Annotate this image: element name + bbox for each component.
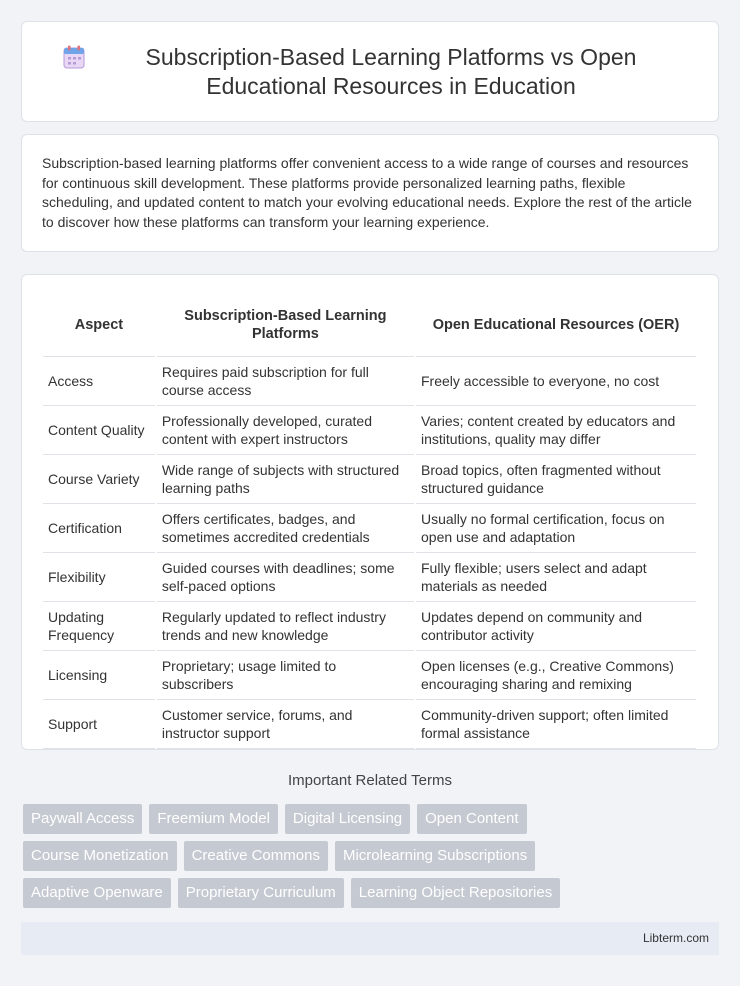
table-row [43,553,696,602]
page-title: Subscription-Based Learning Platforms vs Open Educational Resources in Education [145,43,637,99]
row-subscription: Guided courses with deadlines; some self-paced options [157,553,414,602]
row-subscription: Proprietary; usage limited to subscribers [157,651,414,700]
row-subscription: Regularly updated to reflect industry trends and new knowledge [157,602,414,651]
tag-freemium-model[interactable]: Freemium Model [149,804,278,834]
related-terms-list [23,804,723,915]
table-header-row [43,295,696,357]
table-row [43,357,696,406]
table-row [43,406,696,455]
tag-digital-licensing[interactable]: Digital Licensing [285,804,410,834]
row-aspect: Content Quality [43,406,155,455]
row-aspect: Support [43,700,155,749]
related-terms-heading: Important Related Terms [288,772,452,789]
row-aspect: Access [43,357,155,406]
row-aspect: Updating Frequency [43,602,155,651]
tag-course-monetization[interactable]: Course Monetization [23,841,177,871]
row-subscription: Customer service, forums, and instructor support [157,700,414,749]
row-oer: Open licenses (e.g., Creative Commons) encouraging sharing and remixing [416,651,696,700]
tag-learning-object-repositories[interactable]: Learning Object Repositories [351,878,560,908]
row-aspect: Certification [43,504,155,553]
tag-row [23,804,723,834]
tag-proprietary-curriculum[interactable]: Proprietary Curriculum [178,878,344,908]
calendar-icon [62,44,86,70]
header-oer: Open Educational Resources (OER) [416,295,696,357]
row-oer: Community-driven support; often limited formal assistance [416,700,696,749]
comparison-card [21,274,719,750]
tag-microlearning-subscriptions[interactable]: Microlearning Subscriptions [335,841,535,871]
tag-creative-commons[interactable]: Creative Commons [184,841,328,871]
table-row [43,455,696,504]
row-subscription: Professionally developed, curated content with expert instructors [157,406,414,455]
tag-row [23,841,723,871]
comparison-table [41,295,698,749]
row-oer: Fully flexible; users select and adapt materials as needed [416,553,696,602]
row-subscription: Wide range of subjects with structured learning paths [157,455,414,504]
footer-brand-link[interactable]: Libterm.com [642,931,709,945]
table-row [43,700,696,749]
header-subscription: Subscription-Based Learning Platforms [157,295,414,357]
row-aspect: Course Variety [43,455,155,504]
row-aspect: Licensing [43,651,155,700]
row-subscription: Offers certificates, badges, and sometimes accredited credentials [157,504,414,553]
row-oer: Usually no formal certification, focus on open use and adaptation [416,504,696,553]
footer [21,922,719,955]
row-oer: Updates depend on community and contributor activity [416,602,696,651]
intro-card [21,134,719,252]
table-row [43,504,696,553]
tag-row [23,878,723,908]
row-oer: Varies; content created by educators and institutions, quality may differ [416,406,696,455]
row-oer: Broad topics, often fragmented without structured guidance [416,455,696,504]
tag-open-content[interactable]: Open Content [417,804,526,834]
table-row [43,602,696,651]
tag-paywall-access[interactable]: Paywall Access [23,804,142,834]
title-card [21,21,719,122]
table-row [43,651,696,700]
row-oer: Freely accessible to everyone, no cost [416,357,696,406]
row-subscription: Requires paid subscription for full course access [157,357,414,406]
intro-paragraph: Subscription-based learning platforms offer convenient access to a wide range of courses and resources for continuous skill development. These platforms provide personalized learning paths, flexible scheduling, and updated content to match your evolving educational needs. Explore the rest of the article to discover how these platforms can transform your learning experience. [42,155,692,230]
tag-adaptive-openware[interactable]: Adaptive Openware [23,878,171,908]
header-aspect: Aspect [43,295,155,357]
row-aspect: Flexibility [43,553,155,602]
